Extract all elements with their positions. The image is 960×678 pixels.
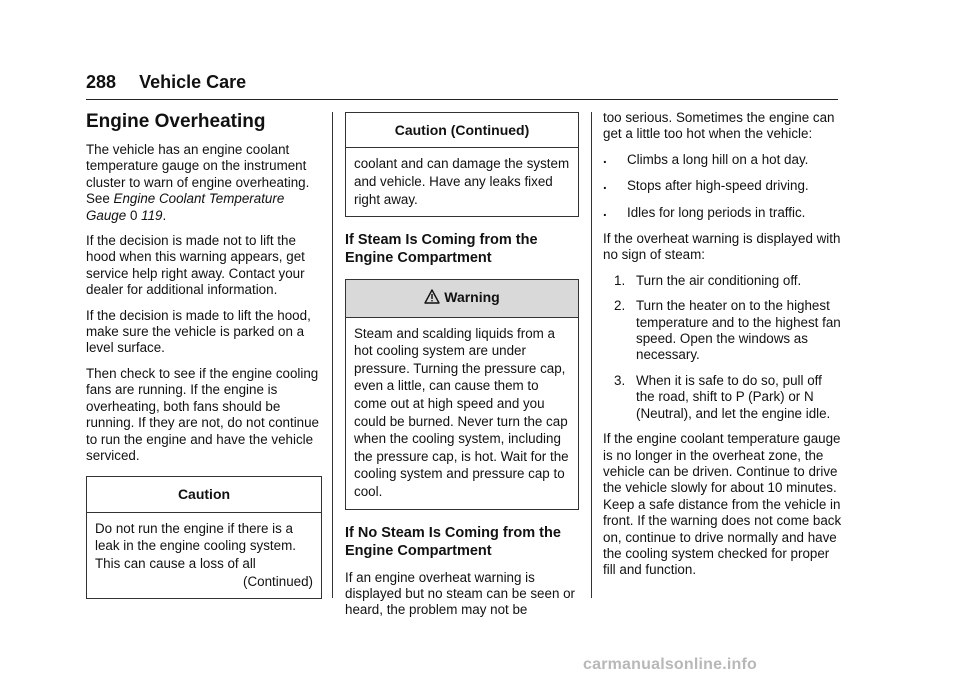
page-reference[interactable]: 119 (141, 207, 163, 223)
list-item (603, 205, 843, 221)
continued-label: (Continued) (243, 573, 313, 589)
list-item-text: Stops after high-speed driving. (627, 178, 809, 194)
paragraph (86, 142, 322, 224)
caution-box-continued (345, 112, 579, 217)
condition-list (603, 152, 843, 221)
paragraph: Then check to see if the engine cooling fans are running. If the engine is overheating, both fans should be running. If they are not, do not continue to run the engine and have the vehicle serviced. (86, 365, 320, 463)
warning-text: Steam and scalding liquids from a hot cooling system are under pressure. Turning the pressure cap, even a little, can cause them to come out at high speed and you could be burned. Never turn the cap when the cooling system, including the pressure cap, is hot. Wait for the cooling system and pressure cap to cool. (354, 325, 569, 499)
list-item-text: Idles for long periods in traffic. (627, 204, 806, 220)
step-number: 1. (614, 272, 626, 288)
page-number: 288 (86, 72, 117, 92)
step-number: 2. (614, 298, 626, 314)
bullet-icon: . (603, 150, 607, 166)
list-item (603, 178, 843, 194)
column-3 (603, 110, 843, 588)
section-title: Vehicle Care (139, 72, 247, 92)
bullet-icon: . (603, 177, 607, 193)
paragraph: If the engine coolant temperature gauge is no longer in the overheat zone, the vehicle can be driven. Continue to drive the vehicle slowly for about 10 minutes. Keep a safe distance from the vehicle in front. If the warning does not come back on, continue to drive normally and have the cooling system checked for proper fill and function. (603, 431, 842, 578)
warning-title: Warning (444, 289, 500, 306)
list-item (603, 152, 843, 168)
caution-text: coolant and can damage the system and vehicle. Have any leaks fixed right away. (354, 156, 570, 207)
cross-reference-link[interactable]: Engine Coolant Temperature Gauge (86, 191, 285, 223)
paragraph: too serious. Sometimes the engine can get a little too hot when the vehicle: (603, 110, 835, 142)
caution-text: Do not run the engine if there is a leak in the engine cooling system. This can cause a loss of all (95, 520, 296, 571)
column-divider (591, 112, 592, 598)
bullet-icon: . (603, 203, 607, 219)
page-ref-arrow-icon: 0 (129, 207, 138, 223)
warning-header (346, 280, 578, 317)
watermark: carmanualsonline.info (583, 656, 758, 673)
column-divider (332, 112, 333, 598)
step-number: 3. (614, 372, 626, 388)
header-rule (86, 99, 838, 100)
step-item (603, 373, 843, 422)
section-heading: If No Steam Is Coming from the Engine Compartment (345, 524, 561, 559)
paragraph: If an engine overheat warning is displayed but no steam can be seen or heard, the problem may not be (345, 569, 576, 618)
column-1 (86, 110, 322, 613)
warning-triangle-icon (424, 289, 440, 307)
caution-body (87, 513, 321, 598)
column-2 (345, 110, 579, 628)
steps-list (603, 273, 843, 422)
step-text: When it is safe to do so, pull off the road, shift to P (Park) or N (Neutral), and let the engine idle. (636, 372, 831, 421)
paragraph: If the overheat warning is displayed with no sign of steam: (603, 231, 841, 263)
page-header (86, 72, 838, 93)
step-item (603, 298, 843, 364)
step-text: Turn the air conditioning off. (636, 272, 802, 288)
list-item-text: Climbs a long hill on a hot day. (627, 151, 809, 167)
warning-box (345, 279, 579, 509)
step-text: Turn the heater on to the highest temperature and to the highest fan speed. Open the windows as necessary. (636, 298, 841, 363)
page-title: Engine Overheating (86, 111, 266, 132)
paragraph-text: The vehicle has an engine coolant temperature gauge on the instrument cluster to warn of engine overheating. See (86, 142, 310, 207)
caution-title: Caution (87, 477, 321, 512)
paragraph: If the decision is made not to lift the hood when this warning appears, get service help right away. Contact your dealer for additional information. (86, 233, 305, 298)
step-item (603, 273, 843, 289)
caution-box (86, 476, 322, 599)
caution-title: Caution (Continued) (346, 113, 578, 148)
paragraph: If the decision is made to lift the hood, make sure the vehicle is parked on a level surface. (86, 307, 311, 356)
section-heading: If Steam Is Coming from the Engine Compartment (345, 232, 538, 267)
paragraph-end: . (162, 207, 167, 223)
